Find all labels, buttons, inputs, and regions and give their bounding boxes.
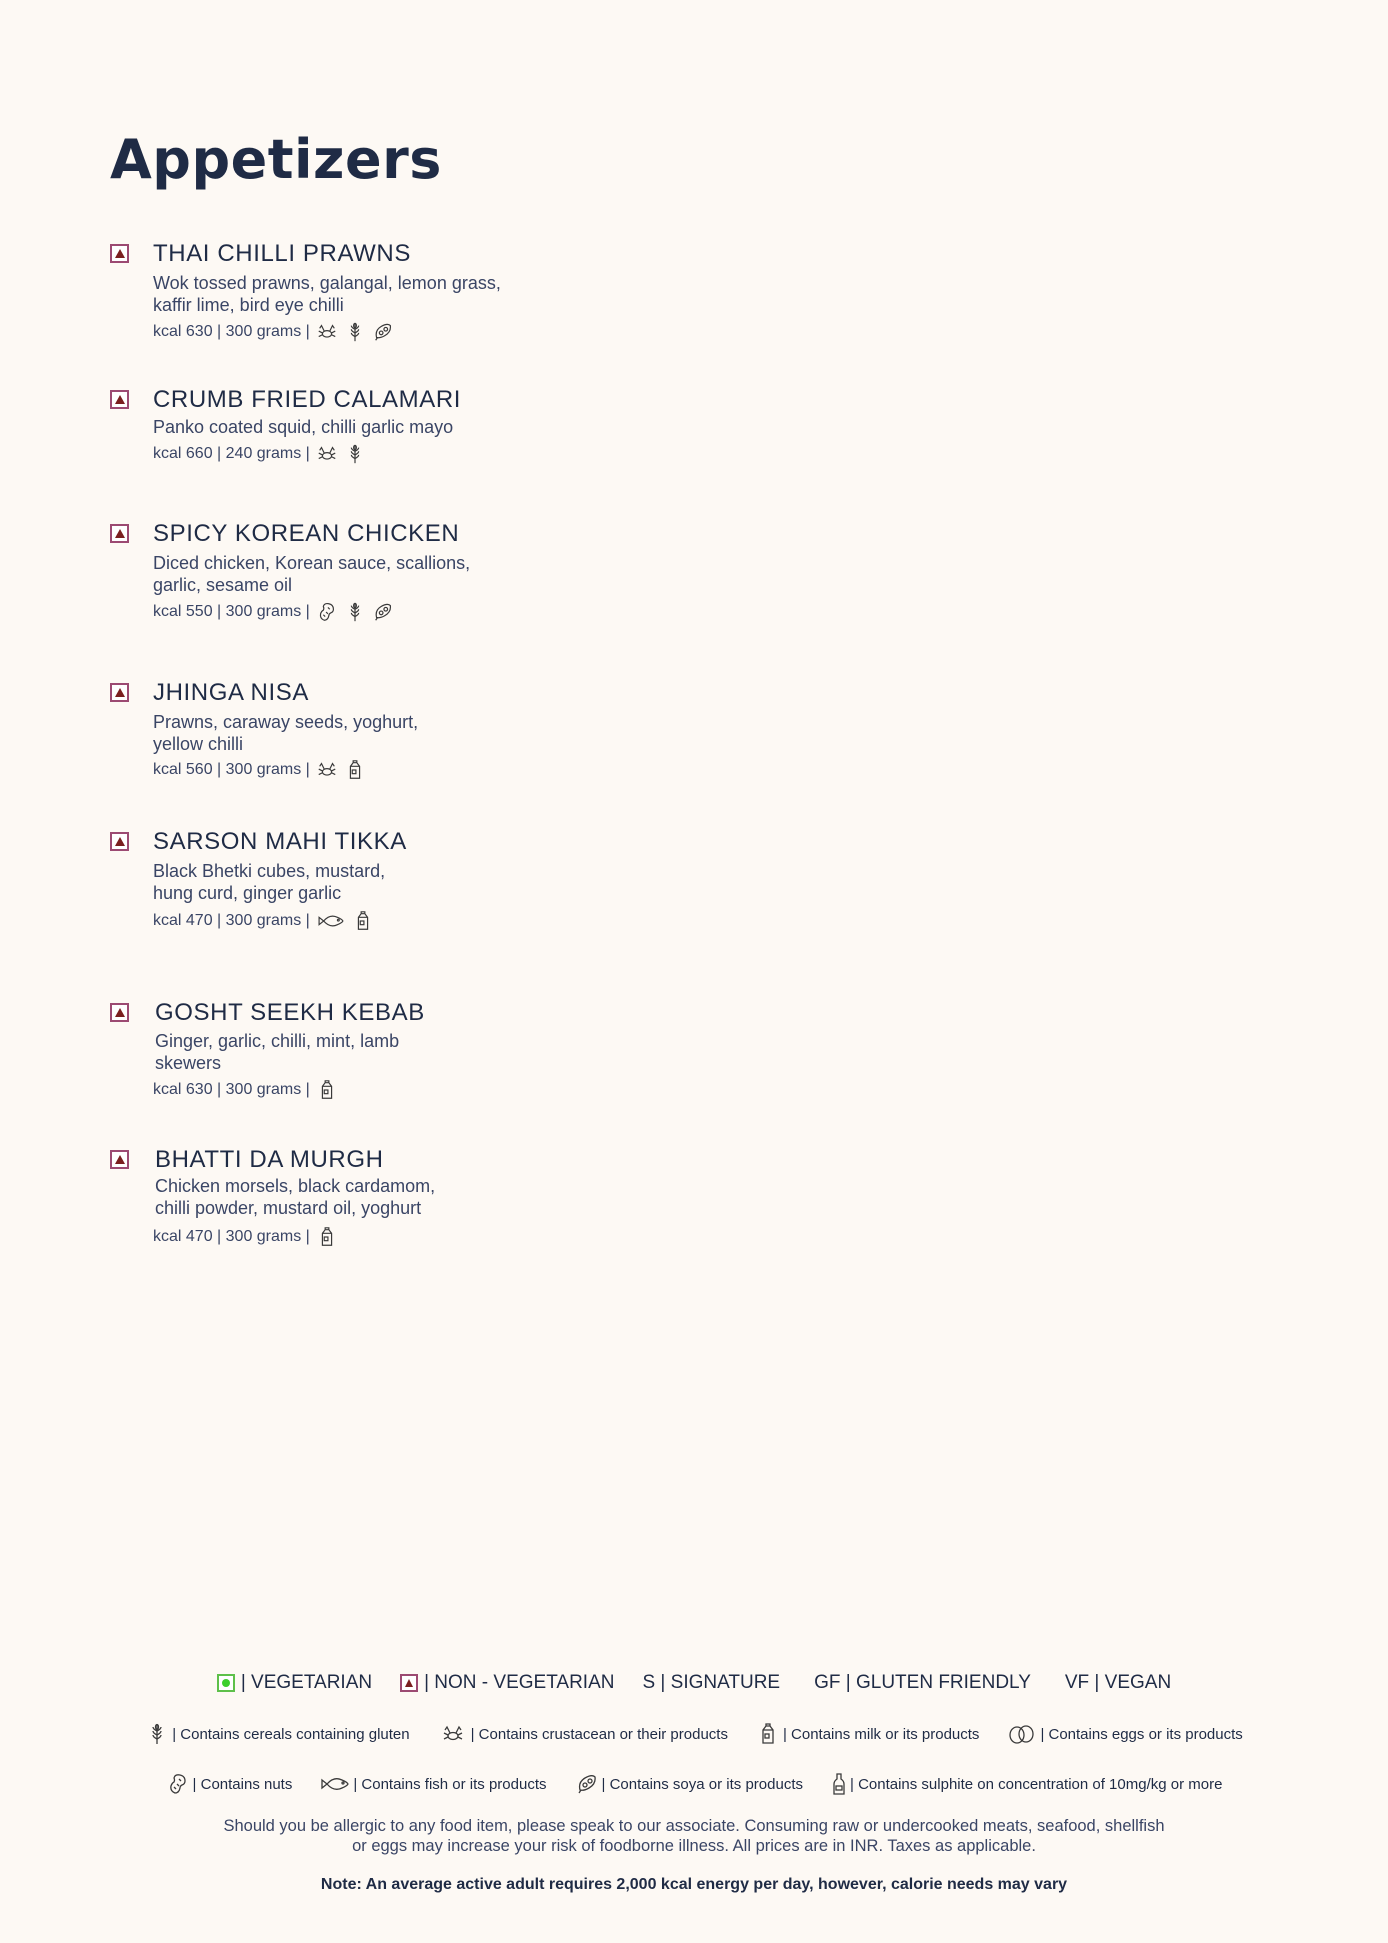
crab-icon bbox=[316, 443, 338, 465]
legend-milk: | Contains milk or its products bbox=[756, 1722, 979, 1746]
legend-soya: | Contains soya or its products bbox=[575, 1772, 804, 1796]
non-veg-icon bbox=[110, 524, 129, 543]
wheat-icon bbox=[145, 1722, 169, 1746]
legend-eggs: | Contains eggs or its products bbox=[1007, 1722, 1242, 1746]
item-name: GOSHT SEEKH KEBAB bbox=[155, 999, 425, 1026]
fish-icon bbox=[320, 1772, 350, 1796]
item-kcal: kcal 470 | 300 grams | bbox=[153, 912, 310, 929]
legend-gluten-friendly: GF | GLUTEN FRIENDLY bbox=[814, 1672, 1031, 1693]
non-veg-icon bbox=[110, 832, 129, 851]
item-name: SARSON MAHI TIKKA bbox=[153, 828, 407, 855]
wheat-icon bbox=[344, 601, 366, 623]
menu-item bbox=[110, 679, 810, 789]
menu-item bbox=[110, 520, 810, 630]
legend-vegan: VF | VEGAN bbox=[1064, 1672, 1172, 1693]
legend-vegetarian: | VEGETARIAN bbox=[217, 1672, 372, 1694]
item-name: BHATTI DA MURGH bbox=[155, 1146, 384, 1173]
allergen-legend-row bbox=[0, 1772, 1388, 1796]
diet-legend bbox=[0, 1672, 1388, 1694]
item-kcal-row bbox=[153, 1226, 338, 1248]
legend-gluten: | Contains cereals containing gluten bbox=[145, 1722, 409, 1746]
veg-icon bbox=[217, 1674, 235, 1692]
item-description: Diced chicken, Korean sauce, scallions, garlic, sesame oil bbox=[153, 553, 471, 595]
menu-item bbox=[110, 386, 810, 476]
milk-carton-icon bbox=[756, 1722, 780, 1746]
milk-carton-icon bbox=[352, 910, 374, 932]
item-kcal: kcal 630 | 300 grams | bbox=[153, 1081, 310, 1098]
peanut-icon bbox=[316, 601, 338, 623]
item-name: JHINGA NISA bbox=[153, 679, 309, 706]
item-description: Wok tossed prawns, galangal, lemon grass, kaffir lime, bird eye chilli bbox=[153, 273, 501, 315]
item-kcal: kcal 470 | 300 grams | bbox=[153, 1228, 310, 1245]
milk-carton-icon bbox=[316, 1079, 338, 1101]
item-description: Chicken morsels, black cardamom, chilli powder, mustard oil, yoghurt bbox=[155, 1176, 436, 1218]
menu-item bbox=[110, 1146, 810, 1256]
fish-icon bbox=[316, 910, 346, 932]
legend-fish: | Contains fish or its products bbox=[320, 1772, 546, 1796]
item-kcal-row bbox=[153, 321, 394, 343]
item-name: CRUMB FRIED CALAMARI bbox=[153, 386, 462, 413]
crab-icon bbox=[316, 759, 338, 781]
legend-sulphite: | Contains sulphite on concentration of 10mg/kg or more bbox=[831, 1772, 1222, 1796]
item-kcal: kcal 630 | 300 grams | bbox=[153, 323, 310, 340]
allergy-disclaimer: Should you be allergic to any food item, please speak to our associate. Consuming raw or undercooked meats, seafood, shellfish or eggs may increase your risk of foodborne illness. All prices are in INR. Taxes as applicable. bbox=[223, 1817, 1165, 1855]
non-veg-icon bbox=[110, 390, 129, 409]
wheat-icon bbox=[344, 321, 366, 343]
item-description: Ginger, garlic, chilli, mint, lamb skewers bbox=[155, 1031, 400, 1073]
item-name: THAI CHILLI PRAWNS bbox=[153, 240, 411, 267]
item-kcal-row bbox=[153, 443, 366, 465]
item-kcal-row bbox=[153, 601, 394, 623]
non-veg-icon bbox=[110, 1003, 129, 1022]
bottle-icon bbox=[831, 1772, 847, 1796]
item-description: Panko coated squid, chilli garlic mayo bbox=[153, 417, 454, 437]
item-kcal: kcal 660 | 240 grams | bbox=[153, 445, 310, 462]
non-veg-icon bbox=[110, 244, 129, 263]
item-kcal-row bbox=[153, 910, 374, 932]
soybean-icon bbox=[372, 601, 394, 623]
menu-item bbox=[110, 240, 810, 350]
menu-item bbox=[110, 828, 810, 938]
wheat-icon bbox=[344, 443, 366, 465]
legend-nuts: | Contains nuts bbox=[166, 1772, 293, 1796]
soybean-icon bbox=[372, 321, 394, 343]
calorie-note: Note: An average active adult requires 2,000 kcal energy per day, however, calorie needs may vary bbox=[320, 1876, 1068, 1893]
item-kcal-row bbox=[153, 759, 366, 781]
non-veg-icon bbox=[110, 1150, 129, 1169]
peanut-icon bbox=[166, 1772, 190, 1796]
allergen-legend-row bbox=[0, 1722, 1388, 1746]
menu-item bbox=[110, 999, 810, 1109]
milk-carton-icon bbox=[344, 759, 366, 781]
eggs-icon bbox=[1007, 1722, 1037, 1746]
legend-crustacean: | Contains crustacean or their products bbox=[438, 1722, 728, 1746]
page-title: Appetizers bbox=[110, 128, 442, 191]
legend-signature: S | SIGNATURE bbox=[642, 1672, 781, 1693]
item-kcal-row bbox=[153, 1079, 338, 1101]
item-kcal: kcal 560 | 300 grams | bbox=[153, 761, 310, 778]
item-kcal: kcal 550 | 300 grams | bbox=[153, 603, 310, 620]
soybean-icon bbox=[575, 1772, 599, 1796]
non-veg-icon bbox=[110, 683, 129, 702]
non-veg-icon bbox=[400, 1674, 418, 1692]
item-description: Prawns, caraway seeds, yoghurt, yellow chilli bbox=[153, 712, 419, 754]
milk-carton-icon bbox=[316, 1226, 338, 1248]
item-name: SPICY KOREAN CHICKEN bbox=[153, 520, 460, 547]
crab-icon bbox=[316, 321, 338, 343]
item-description: Black Bhetki cubes, mustard, hung curd, ginger garlic bbox=[153, 861, 386, 903]
crab-icon bbox=[438, 1722, 468, 1746]
legend-non-vegetarian: | NON - VEGETARIAN bbox=[400, 1672, 614, 1694]
